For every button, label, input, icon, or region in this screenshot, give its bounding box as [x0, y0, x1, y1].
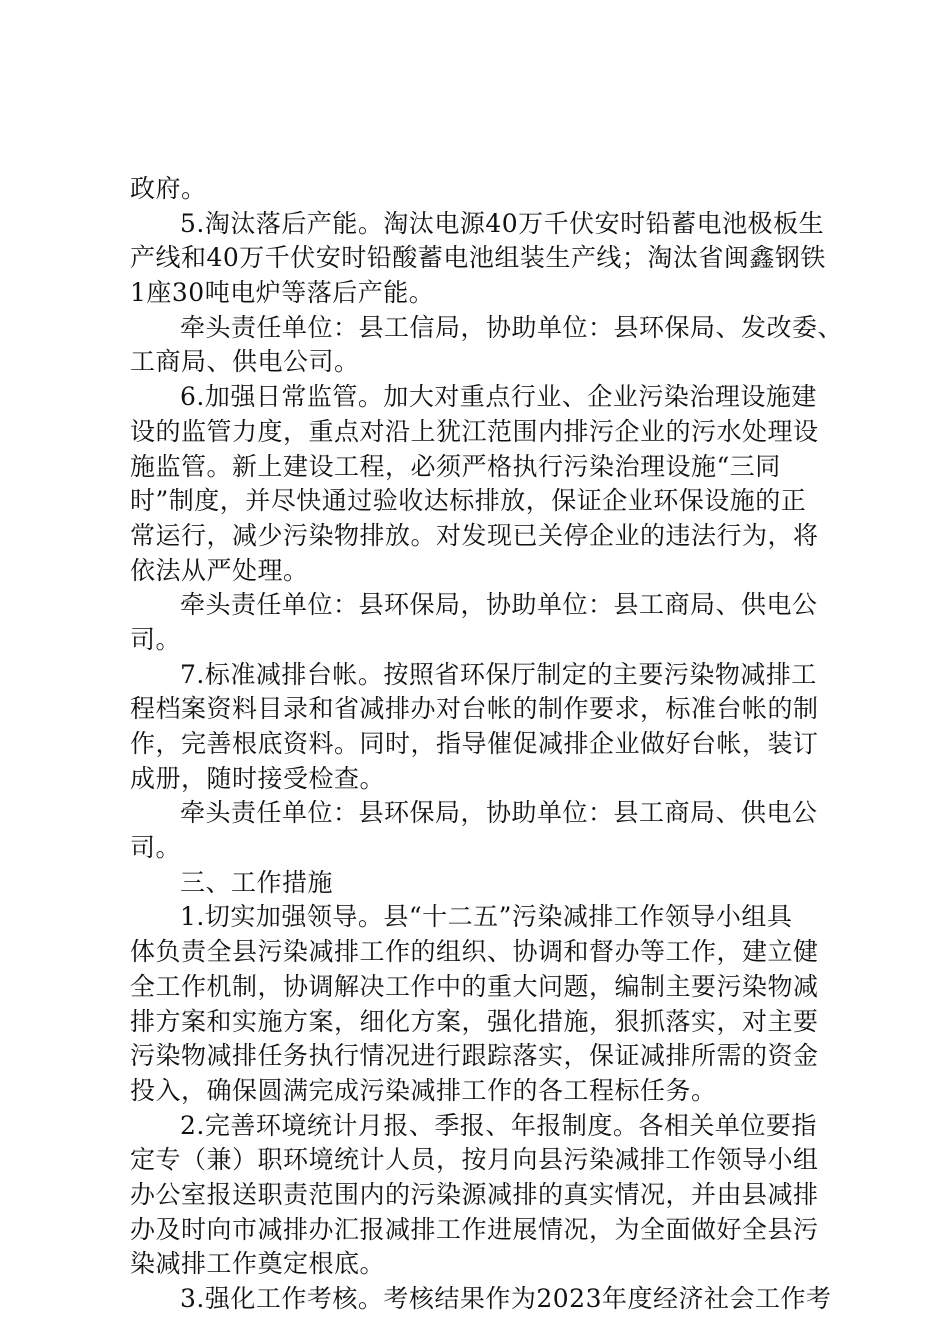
text-line: 程档案资料目录和省减排办对台帐的制作要求，标准台帐的制: [130, 694, 819, 724]
paragraph-start: 6.加强日常监管。加大对重点行业、企业污染治理设施建: [180, 382, 817, 412]
text-line: 定专（兼）职环境统计人员，按月向县污染减排工作领导小组: [130, 1145, 819, 1175]
text-line: 时”制度，并尽快通过验收达标排放，保证企业环保设施的正: [130, 486, 807, 516]
text-line: 投入，确保圆满完成污染减排工作的各工程标任务。: [130, 1075, 717, 1105]
text-line: 施监管。新上建设工程，必须严格执行污染治理设施“三同: [130, 451, 781, 481]
text-line: 1座30吨电炉等落后产能。: [130, 278, 435, 308]
section-heading: 三、工作措施: [180, 867, 334, 897]
text-line: 染减排工作奠定根底。: [130, 1249, 386, 1279]
text-line: 体负责全县污染减排工作的组织、协调和督办等工作，建立健: [130, 937, 819, 967]
paragraph-start: 牵头责任单位：县工信局，协助单位：县环保局、发改委、: [180, 312, 844, 342]
text-line: 司。: [130, 833, 182, 863]
text-line: 依法从严处理。: [130, 555, 309, 585]
text-line: 工商局、供电公司。: [130, 347, 360, 377]
paragraph-start: 7.标准减排台帐。按照省环保厅制定的主要污染物减排工: [180, 659, 817, 689]
paragraph-start: 牵头责任单位：县环保局，协助单位：县工商局、供电公: [180, 798, 818, 828]
text-line: 政府。: [130, 174, 207, 203]
paragraph-start: 1.切实加强领导。县“十二五”污染减排工作领导小组具: [180, 902, 793, 932]
text-line: 司。: [130, 624, 182, 654]
paragraph-start: 牵头责任单位：县环保局，协助单位：县工商局、供电公: [180, 590, 818, 620]
text-line: 作，完善根底资料。同时，指导催促减排企业做好台帐，装订: [130, 729, 819, 758]
text-line: 设的监管力度，重点对沿上犹江范围内排污企业的污水处理设: [130, 416, 819, 446]
paragraph-start: 3.强化工作考核。考核结果作为2023年度经济社会工作考: [180, 1284, 832, 1313]
document-page: [130, 172, 844, 1317]
text-line: 污染物减排任务执行情况进行跟踪落实，保证减排所需的资金: [130, 1041, 819, 1071]
text-line: 办公室报送职责范围内的污染源减排的真实情况，并由县减排: [130, 1179, 819, 1209]
text-line: 排方案和实施方案，细化方案，强化措施，狠抓落实，对主要: [130, 1006, 819, 1036]
text-line: 成册，随时接受检查。: [130, 763, 386, 793]
paragraph-start: 2.完善环境统计月报、季报、年报制度。各相关单位要指: [180, 1110, 817, 1140]
text-line: 办及时向市减排办汇报减排工作进展情况，为全面做好全县污: [130, 1214, 819, 1244]
text-line: 全工作机制，协调解决工作中的重大问题，编制主要污染物减: [130, 971, 819, 1001]
paragraph-start: 5.淘汰落后产能。淘汰电源40万千伏安时铅蓄电池极板生: [180, 208, 825, 238]
text-line: 常运行，减少污染物排放。对发现已关停企业的违法行为，将: [130, 520, 819, 550]
text-line: 产线和40万千伏安时铅酸蓄电池组装生产线；淘汰省闽鑫钢铁: [130, 243, 826, 273]
